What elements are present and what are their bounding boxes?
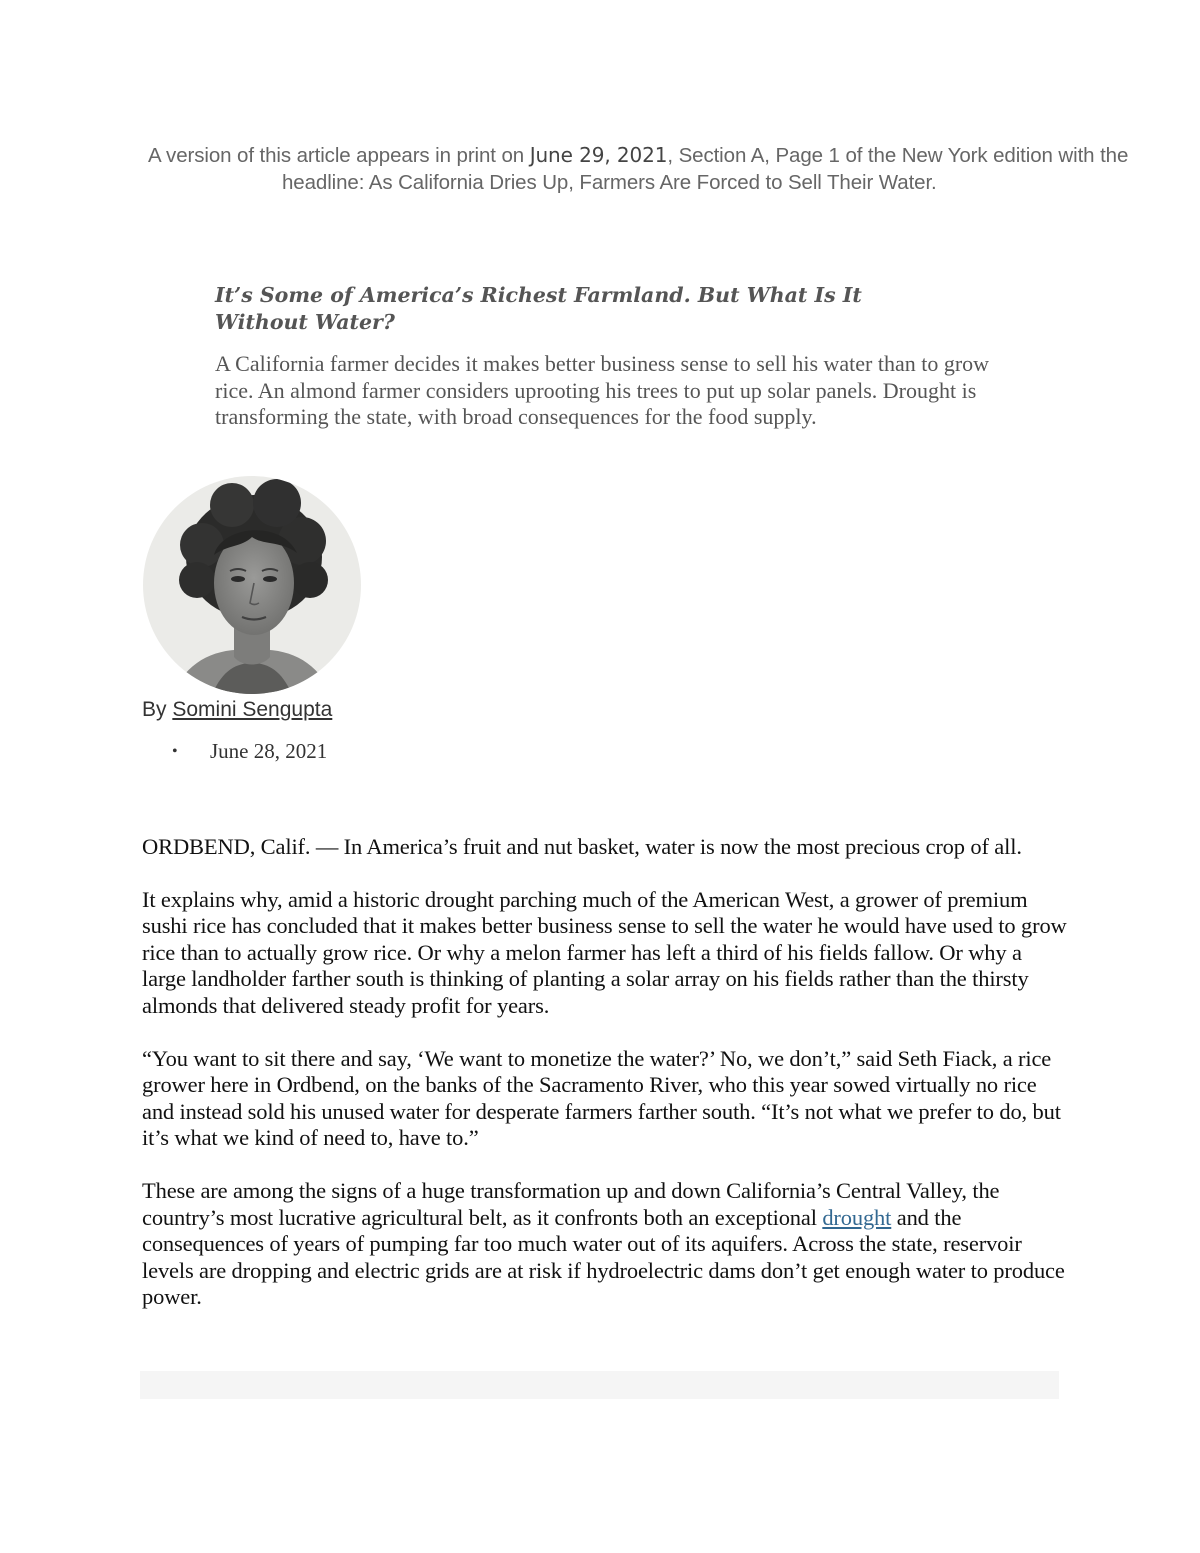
bullet-icon: • — [172, 742, 178, 760]
list-item — [172, 739, 327, 764]
article-body — [142, 834, 1067, 1337]
print-note-prefix: A version of this article appears in print on — [148, 144, 530, 167]
print-note-suffix: , Section A, Page 1 of the New York edition with the headline: As California Dries Up, Farmers Are Forced to Sell Their Water. — [282, 144, 1129, 194]
byline — [142, 696, 332, 724]
publish-date: June 28, 2021 — [210, 739, 328, 763]
byline-prefix: By — [142, 698, 173, 721]
print-date: June 29, 2021 — [529, 143, 668, 167]
article-headline: It’s Some of America’s Richest Farmland. But What Is It Without Water? — [215, 283, 862, 334]
paragraph — [142, 1178, 1067, 1311]
print-edition-note — [148, 142, 1182, 196]
article-summary: A California farmer decides it makes better business sense to sell his water than to grow rice. An almond farmer considers uprooting his trees to put up solar panels. Drought is transforming the state, with broad consequences for the food supply. — [215, 351, 990, 429]
paragraph-text: and the consequences of years of pumping far too much water out of its aquifers. Across the state, reservoir levels are dropping and electric grids are at risk if hydroelectric dams don’t get enough water to produce power. — [142, 1204, 1065, 1310]
paragraph-text: These are among the signs of a huge transformation up and down California’s Central Valley, the country’s most lucrative agricultural belt, as it confronts both an exceptional — [142, 1177, 1000, 1230]
paragraph: ORDBEND, Calif. — In America’s fruit and nut basket, water is now the most precious crop of all. — [142, 834, 1022, 859]
author-photo — [142, 475, 362, 695]
paragraph: It explains why, amid a historic drought parching much of the American West, a grower of premium sushi rice has concluded that it makes better business sense to sell the water he would have used to grow rice than to actually grow rice. Or why a melon farmer has left a third of his fields fallow. Or why a large landholder farther south is thinking of planting a solar array on his fields rather than the thirsty almonds that delivered steady profit for years. — [142, 886, 1067, 1018]
paragraph: “You want to sit there and say, ‘We want to monetize the water?’ No, we don’t,” said Seth Fiack, a rice grower here in Ordbend, on the banks of the Sacramento River, who this year sowed virtually no rice and instead sold his unused water for desperate farmers farther south. “It’s not what we prefer to do, but it’s what we kind of need to, have to.” — [142, 1045, 1061, 1151]
author-link[interactable]: Somini Sengupta — [172, 698, 333, 721]
drought-link[interactable]: drought — [822, 1204, 892, 1230]
publish-date-list — [172, 739, 327, 764]
content-divider — [140, 1371, 1059, 1399]
